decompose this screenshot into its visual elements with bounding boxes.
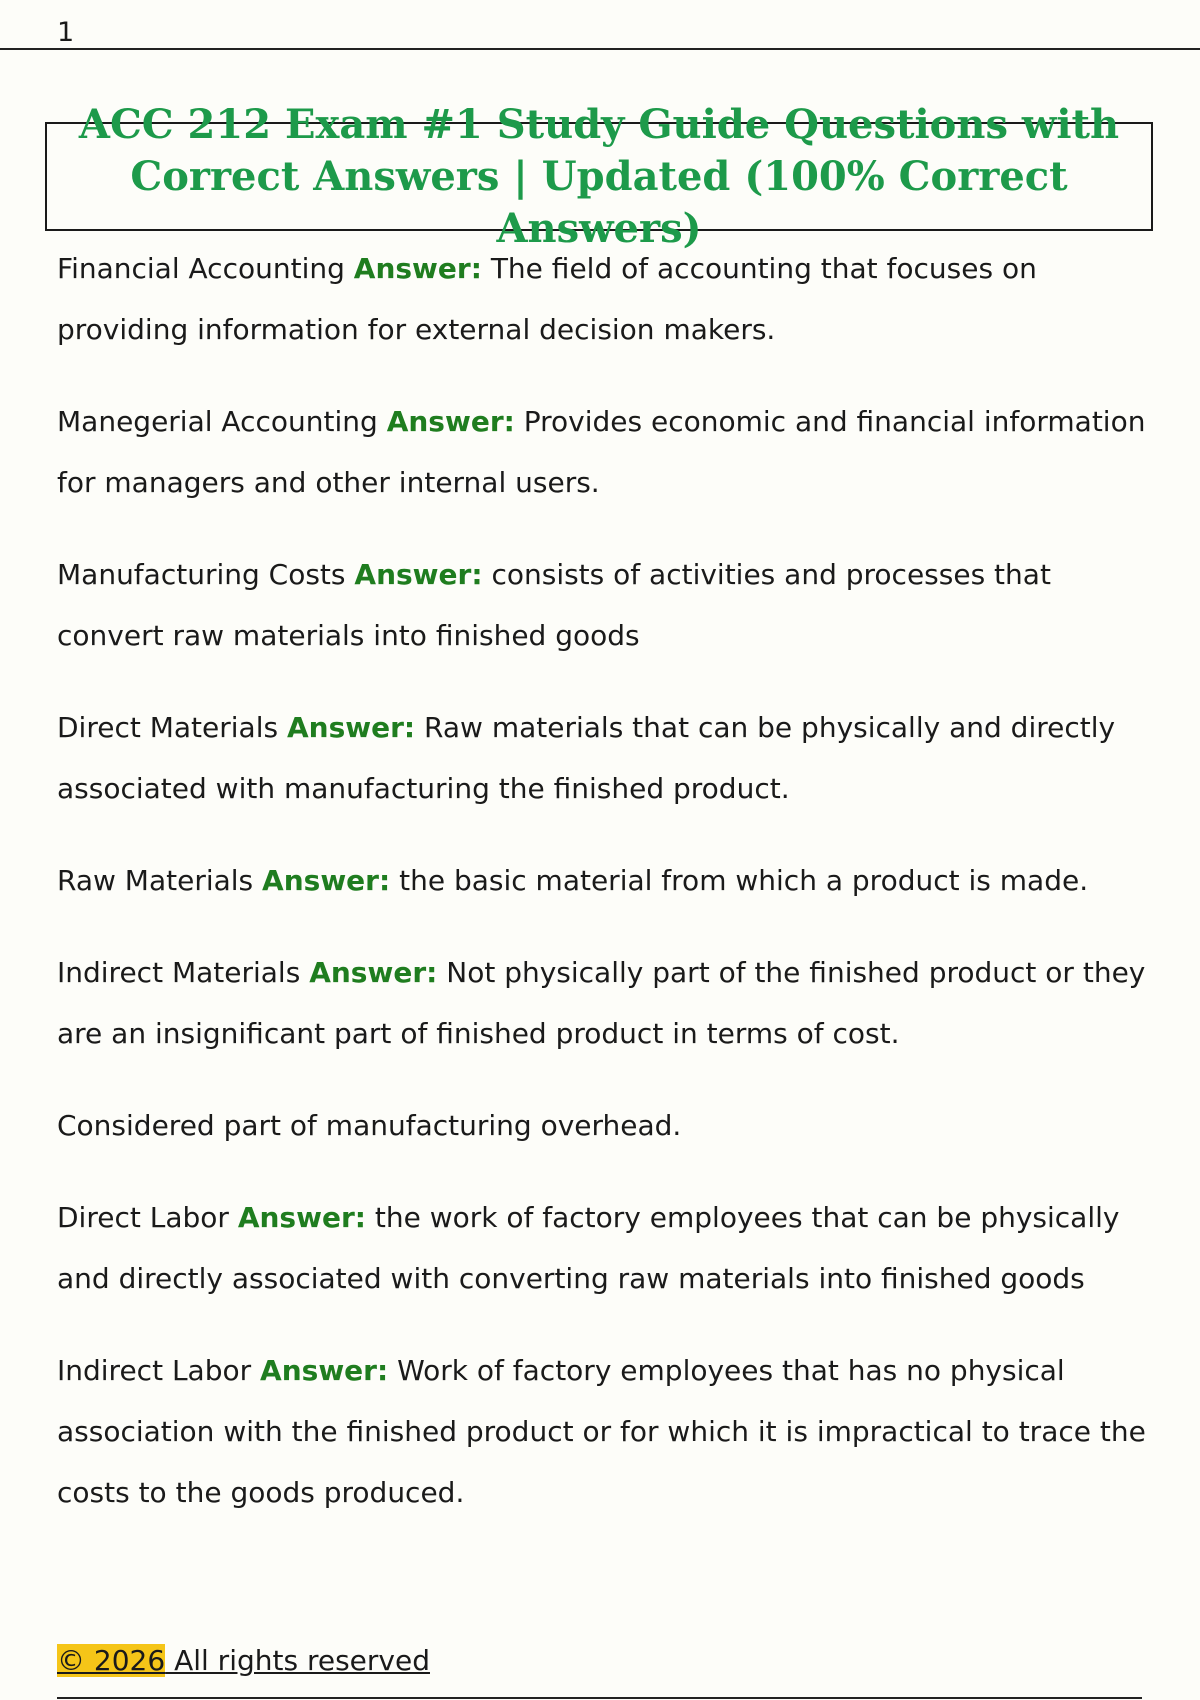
answer-label: Answer: [353, 252, 482, 285]
copyright-footer [57, 1643, 430, 1679]
entry-term: Indirect Materials [57, 956, 301, 989]
entry-answer: Raw materials that can be physically and directly associated with manufacturing the finished product. [57, 711, 1116, 805]
entry [57, 238, 1157, 360]
entry-term: Raw Materials [57, 864, 254, 897]
answer-label: Answer: [286, 711, 416, 744]
entry [57, 1187, 1157, 1309]
page-number: 1 [57, 17, 75, 48]
entry-answer: Provides economic and financial information for managers and other internal users. [57, 405, 1146, 499]
entry-term: Direct Materials [57, 711, 279, 744]
header-divider [0, 48, 1200, 50]
copyright-year-highlight: © 2026 [57, 1644, 166, 1677]
title-line-1: ACC 212 Exam #1 Study Guide Questions with [78, 100, 1120, 148]
entry [57, 544, 1157, 666]
answer-label: Answer: [386, 405, 515, 438]
answer-label: Answer: [260, 1354, 389, 1387]
entry [57, 850, 1157, 911]
entry [57, 942, 1157, 1064]
entry-answer: the basic material from which a product is made. [399, 864, 1089, 897]
entry-answer: Not physically part of the finished product or they are an insignificant part of finished product in terms of cost. [57, 956, 1146, 1050]
entry-term: Indirect Labor [57, 1354, 252, 1387]
answer-label: Answer: [309, 956, 438, 989]
entry-note [57, 1095, 1157, 1156]
footer-divider [57, 1697, 1142, 1699]
document-title [47, 99, 1151, 255]
entry-term: Manegerial Accounting [57, 405, 378, 438]
entry [57, 1340, 1157, 1523]
entry [57, 391, 1157, 513]
entry-term: Financial Accounting [57, 252, 345, 285]
answer-label: Answer: [237, 1201, 366, 1234]
study-guide-entries [57, 238, 1157, 1554]
copyright-text: All rights reserved [165, 1644, 430, 1677]
entry-term: Direct Labor [57, 1201, 229, 1234]
answer-label: Answer: [262, 864, 391, 897]
title-line-2: Correct Answers | Updated (100% Correct Answers) [130, 152, 1068, 252]
entry-note-text: Considered part of manufacturing overhead. [57, 1109, 682, 1142]
entry-answer: consists of activities and processes that convert raw materials into finished goods [57, 558, 1051, 652]
answer-label: Answer: [354, 558, 483, 591]
title-box [45, 100, 1153, 252]
entry [57, 697, 1157, 819]
entry-answer: Work of factory employees that has no physical association with the finished product or for which it is impractical to trace the costs to the goods produced. [57, 1354, 1146, 1509]
entry-answer: the work of factory employees that can be physically and directly associated with converting raw materials into finished goods [57, 1201, 1120, 1295]
entry-answer: The field of accounting that focuses on providing information for external decision makers. [57, 252, 1037, 346]
entry-term: Manufacturing Costs [57, 558, 346, 591]
